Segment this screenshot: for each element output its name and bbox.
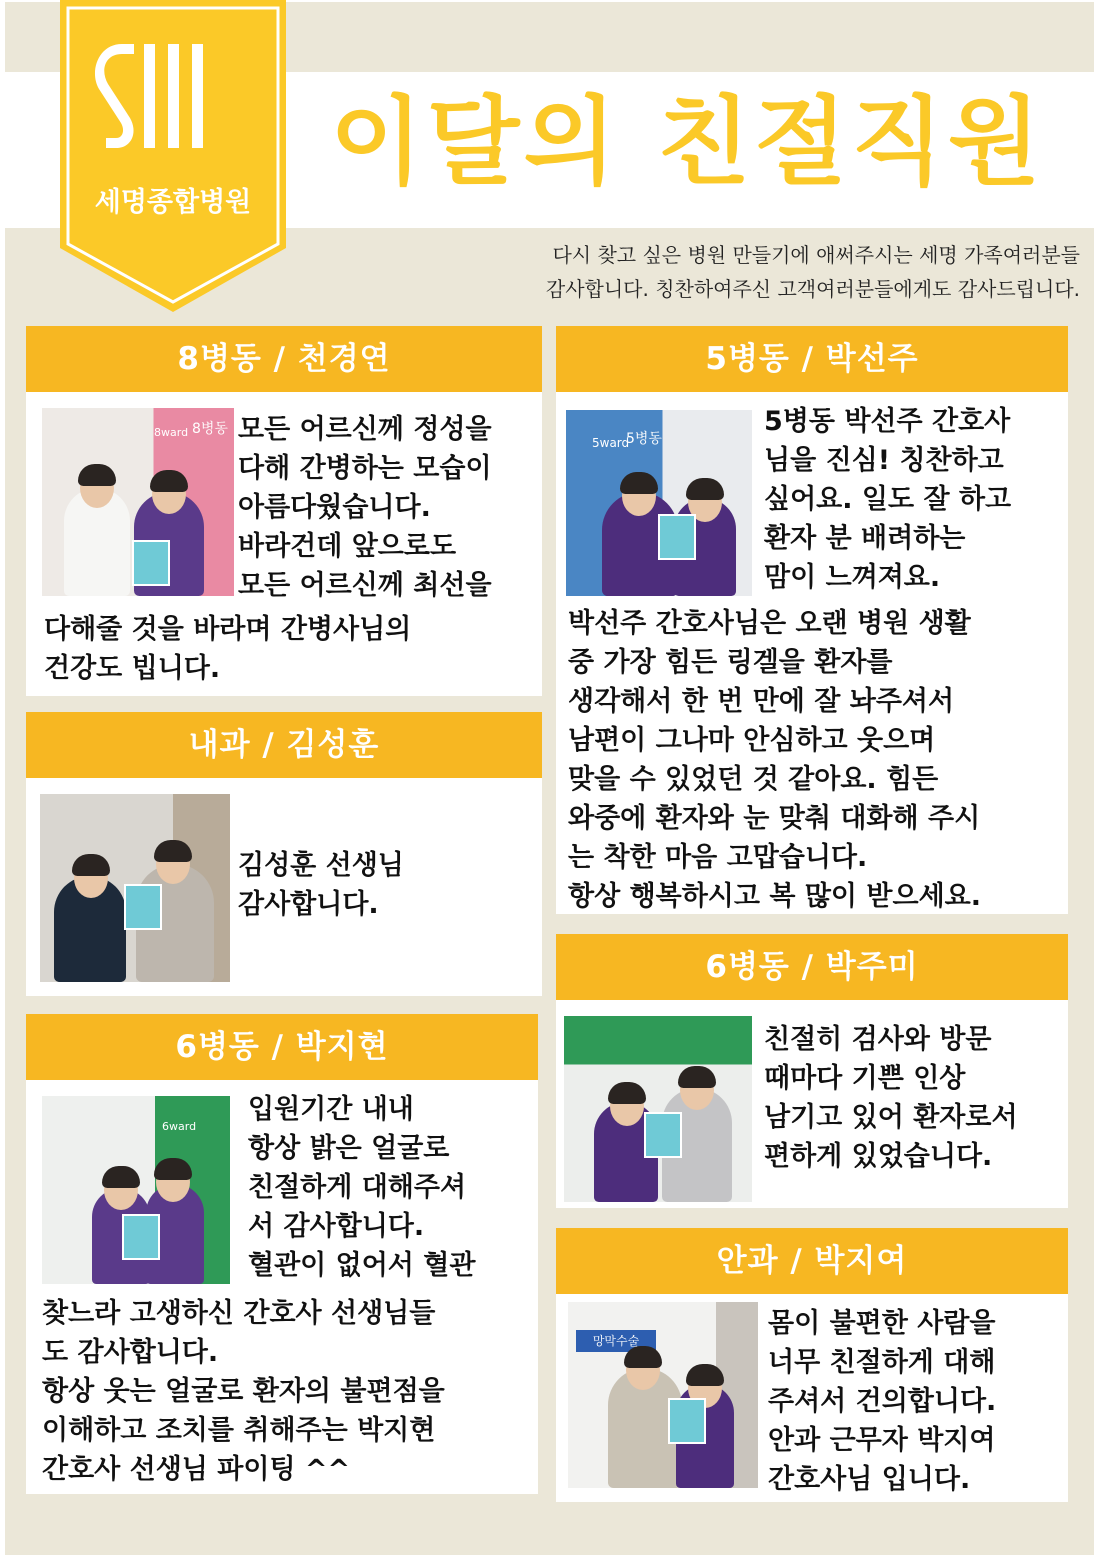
card-text-side: 입원기간 내내 항상 밝은 얼굴로 친절하게 대해주셔 서 감사합니다. 혈관이 없어서 혈관	[248, 1094, 476, 1281]
badge-shape	[60, 0, 286, 312]
card-text-side: 모든 어르신께 정성을 다해 간병하는 모습이 아름다웠습니다. 바라건데 앞으로도 모든 어르신께 최선을	[238, 414, 492, 601]
hospital-name: 세명종합병원	[94, 187, 252, 218]
book-icon	[132, 540, 170, 586]
ward-sign: 8ward	[154, 426, 189, 439]
card-text-side: 친절히 검사와 방문 때마다 기쁜 인상 남기고 있어 환자로서 편하게 있었습니다.	[764, 1024, 1018, 1172]
staff-card-ward6-jihyun	[26, 1014, 538, 1494]
book-icon	[644, 1112, 682, 1158]
clinic-sign: 망막수술	[576, 1330, 656, 1352]
staff-photo	[42, 408, 234, 596]
page-title: 이달의 친절직원	[330, 86, 1045, 198]
hair-left	[608, 1082, 646, 1104]
hospital-logo-badge	[60, 0, 286, 312]
staff-photo	[42, 1096, 230, 1284]
hair-right	[686, 478, 724, 500]
card-title: 안과 / 박지여	[556, 1228, 1068, 1294]
staff-photo	[40, 794, 230, 982]
ward-number-sign: 5병동	[626, 431, 662, 447]
ward-sign: 5ward	[592, 436, 630, 450]
hair-left	[620, 472, 658, 494]
staff-photo	[566, 410, 752, 596]
card-text-side: 김성훈 선생님 감사합니다.	[238, 850, 404, 920]
intro-line-2: 감사합니다. 칭찬하여주신 고객여러분들에게도 감사드립니다.	[545, 277, 1080, 301]
card-title: 5병동 / 박선주	[556, 326, 1068, 392]
hair-right	[154, 1158, 192, 1180]
card-title: 내과 / 김성훈	[26, 712, 542, 778]
ward-number-sign: 8병동	[192, 421, 228, 437]
hair-left	[102, 1166, 140, 1188]
hair-left	[78, 464, 116, 486]
hair-right	[154, 840, 192, 862]
hair-left	[624, 1346, 662, 1368]
hair-right	[678, 1066, 716, 1088]
card-text-below: 박선주 간호사님은 오랜 병원 생활 중 가장 힘든 링겔을 환자를 생각해서 한 번 만에 잘 놔주셔서 남편이 그나마 안심하고 웃으며 맞을 수 있었던 것 같아요. 힘든 와중에 환자와 눈 맞춰 대화해 주시 는 착한 마음 고맙습니다. 항상 행복하시고 복 많이 받으세요.	[568, 608, 982, 912]
card-title: 6병동 / 박지현	[26, 1014, 538, 1080]
ward-sign: 6ward	[162, 1120, 197, 1133]
book-icon	[124, 884, 162, 930]
staff-card-internal-medicine	[26, 712, 542, 996]
card-text-below: 다해줄 것을 바라며 간병사님의 건강도 빕니다.	[44, 614, 412, 684]
hair-left	[72, 854, 110, 876]
card-text-below: 찾느라 고생하신 간호사 선생님들 도 감사합니다. 항상 웃는 얼굴로 환자의 불편점을 이해하고 조치를 취해주는 박지현 간호사 선생님 파이팅 ^^	[42, 1298, 445, 1485]
intro-line-1: 다시 찾고 싶은 병원 만들기에 애써주시는 세명 가족여러분들	[552, 243, 1080, 267]
hair-right	[150, 470, 188, 492]
staff-card-ophthalmology	[556, 1228, 1068, 1502]
book-icon	[122, 1214, 160, 1260]
book-icon	[658, 514, 696, 560]
staff-photo	[568, 1302, 758, 1488]
staff-photo	[564, 1016, 752, 1202]
hair-right	[686, 1364, 724, 1386]
staff-card-ward6-jumi	[556, 934, 1068, 1208]
staff-card-ward8	[26, 326, 542, 696]
card-title: 6병동 / 박주미	[556, 934, 1068, 1000]
staff-card-ward5	[556, 326, 1068, 914]
intro-text	[440, 238, 1080, 306]
book-icon	[668, 1398, 706, 1444]
card-text-side: 몸이 불편한 사람을 너무 친절하게 대해 주셔서 건의합니다. 안과 근무자 박지여 간호사님 입니다.	[768, 1308, 997, 1495]
card-text-side: 5병동 박선주 간호사 님을 진심! 칭찬하고 싶어요. 일도 잘 하고 환자 분 배려하는 맘이 느껴져요.	[764, 406, 1012, 593]
card-title: 8병동 / 천경연	[26, 326, 542, 392]
